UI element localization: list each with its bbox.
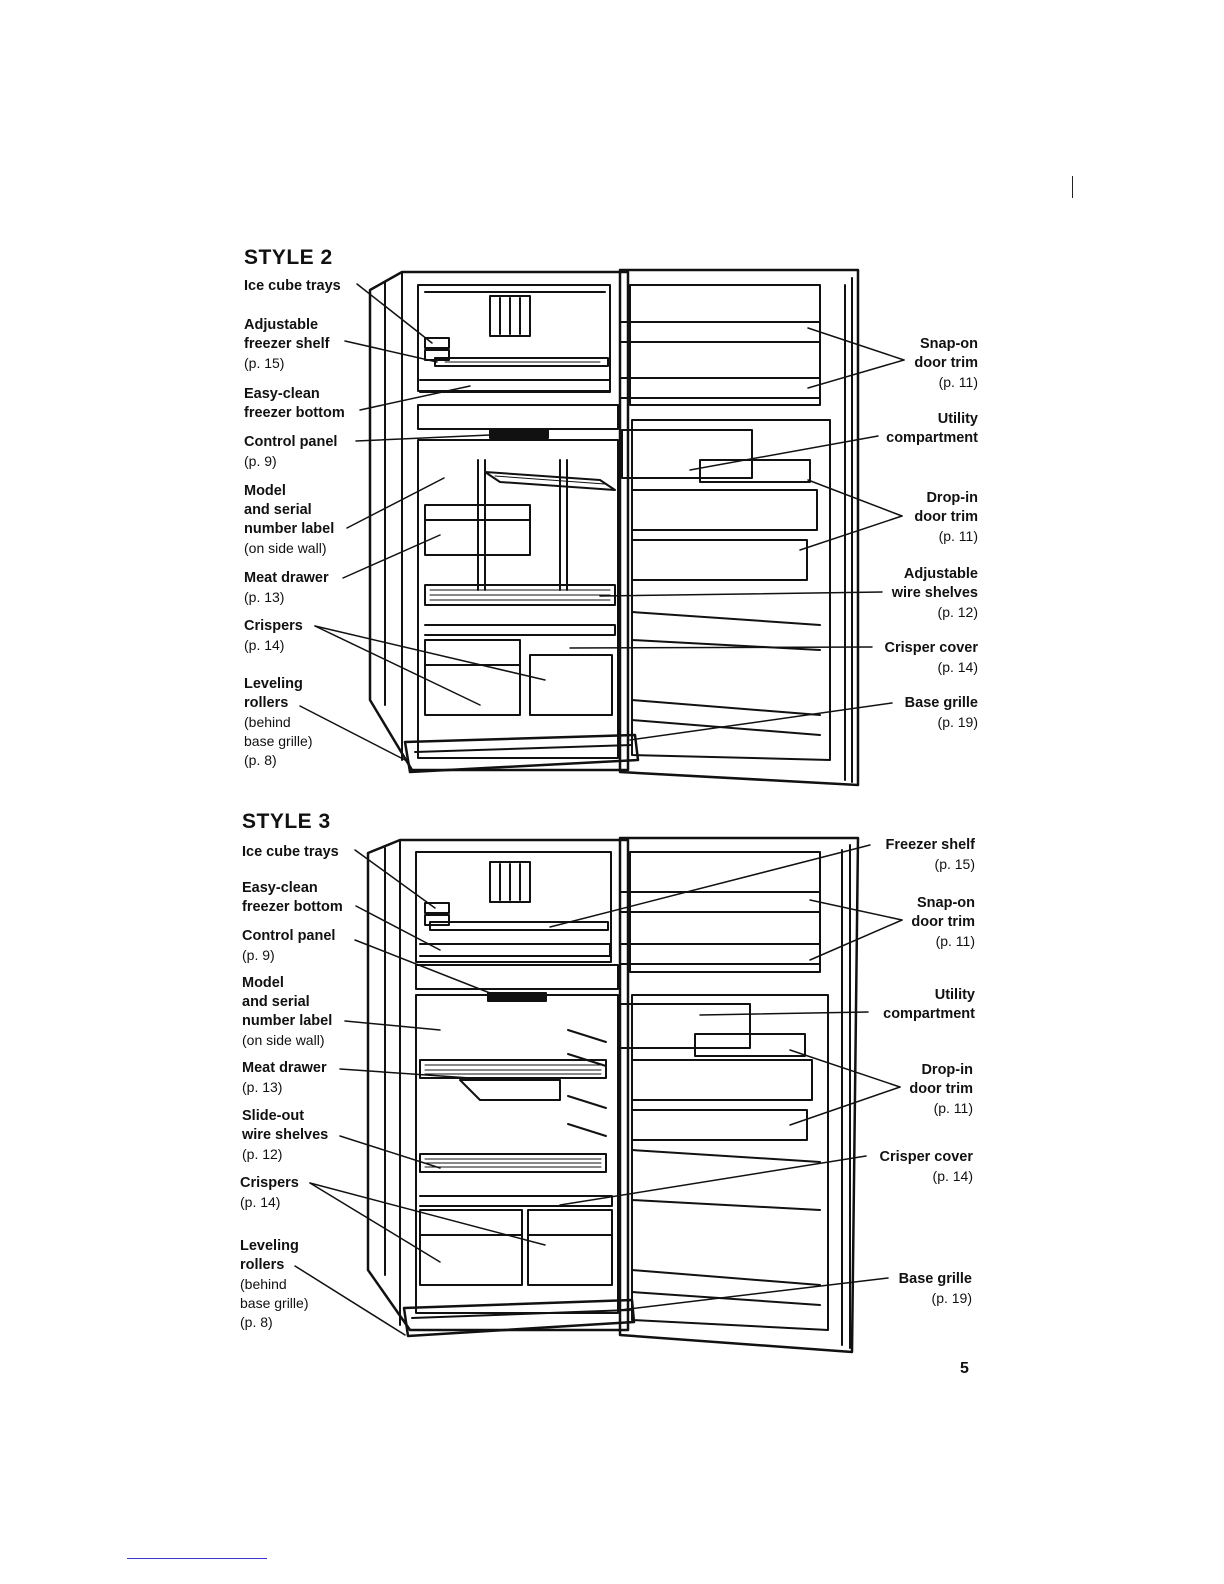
page-ref: (p. 19) — [937, 714, 978, 730]
label-line: compartment — [886, 430, 978, 446]
label-line: Control panel — [242, 928, 336, 944]
label-line: door trim — [914, 355, 978, 371]
label-line: Snap-on — [920, 336, 978, 352]
page-ref: (p. 11) — [933, 1100, 973, 1116]
page-ref: (p. 19) — [931, 1290, 972, 1306]
label-line: Crisper cover — [879, 1149, 973, 1165]
style2-heading: STYLE 2 — [244, 246, 333, 269]
label-note: base grille) — [240, 1295, 309, 1311]
label-line: Drop-in — [926, 490, 978, 506]
label-line: freezer bottom — [244, 405, 345, 421]
label-line: Leveling — [240, 1238, 299, 1254]
label-line: Crispers — [244, 618, 303, 634]
label-line: Meat drawer — [244, 570, 329, 586]
label-line: Freezer shelf — [885, 837, 975, 853]
label-line: and serial — [244, 502, 312, 518]
style3-heading: STYLE 3 — [242, 810, 331, 833]
page-ref: (p. 12) — [937, 604, 978, 620]
page-ref: (p. 15) — [244, 355, 285, 371]
label-line: and serial — [242, 994, 310, 1010]
label-line: Snap-on — [917, 895, 975, 911]
label-line: rollers — [240, 1257, 285, 1273]
label-line: Leveling — [244, 676, 303, 692]
page-ref: (p. 11) — [938, 374, 978, 390]
label-line: Utility — [934, 987, 975, 1003]
label-line: door trim — [911, 914, 975, 930]
label-note: (behind — [244, 714, 291, 730]
style2-leader-lines — [300, 284, 904, 760]
label-line: Base grille — [904, 695, 978, 711]
page-ref: (p. 8) — [240, 1314, 273, 1330]
label-line: Base grille — [898, 1271, 972, 1287]
page-ref: (p. 13) — [242, 1079, 283, 1095]
page-ref: (p. 14) — [244, 637, 285, 653]
page-ref: (p. 8) — [244, 752, 277, 768]
label-line: wire shelves — [891, 585, 978, 601]
label-line: number label — [242, 1013, 333, 1029]
label-line: Model — [242, 975, 284, 991]
label-note: (on side wall) — [244, 540, 327, 556]
page-ref: (p. 11) — [938, 528, 978, 544]
label-line: Model — [244, 483, 286, 499]
label-line: Control panel — [244, 434, 338, 450]
label-note: (behind — [240, 1276, 287, 1292]
label-line: Adjustable — [903, 566, 978, 582]
label-line: Ice cube trays — [244, 278, 341, 294]
style2-refrigerator-illustration — [370, 270, 858, 785]
page-ref: (p. 14) — [937, 659, 978, 675]
label-line: Crisper cover — [884, 640, 978, 656]
label-line: Crispers — [240, 1175, 299, 1191]
label-line: freezer bottom — [242, 899, 343, 915]
page-ref: (p. 11) — [935, 933, 975, 949]
page-number: 5 — [960, 1360, 969, 1377]
label-line: compartment — [883, 1006, 975, 1022]
label-line: Ice cube trays — [242, 844, 339, 860]
style3-leader-lines — [295, 845, 902, 1335]
page-ref: (p. 9) — [244, 453, 277, 469]
style3-refrigerator-illustration — [368, 838, 858, 1352]
label-line: door trim — [914, 509, 978, 525]
page-ref: (p. 14) — [240, 1194, 281, 1210]
label-note: base grille) — [244, 733, 313, 749]
label-line: wire shelves — [242, 1127, 329, 1143]
label-line: Slide-out — [242, 1108, 305, 1124]
page-ref: (p. 9) — [242, 947, 275, 963]
label-line: Utility — [937, 411, 978, 427]
label-line: freezer shelf — [244, 336, 330, 352]
label-line: Meat drawer — [242, 1060, 327, 1076]
label-line: door trim — [909, 1081, 973, 1097]
page-ref: (p. 13) — [244, 589, 285, 605]
label-line: Easy-clean — [242, 880, 318, 896]
page-ref: (p. 15) — [934, 856, 975, 872]
label-line: Drop-in — [921, 1062, 973, 1078]
page-ref: (p. 14) — [932, 1168, 973, 1184]
label-line: number label — [244, 521, 335, 537]
label-line: Easy-clean — [244, 386, 320, 402]
label-line: Adjustable — [244, 317, 319, 333]
label-line: rollers — [244, 695, 289, 711]
label-note: (on side wall) — [242, 1032, 325, 1048]
page-ref: (p. 12) — [242, 1146, 283, 1162]
